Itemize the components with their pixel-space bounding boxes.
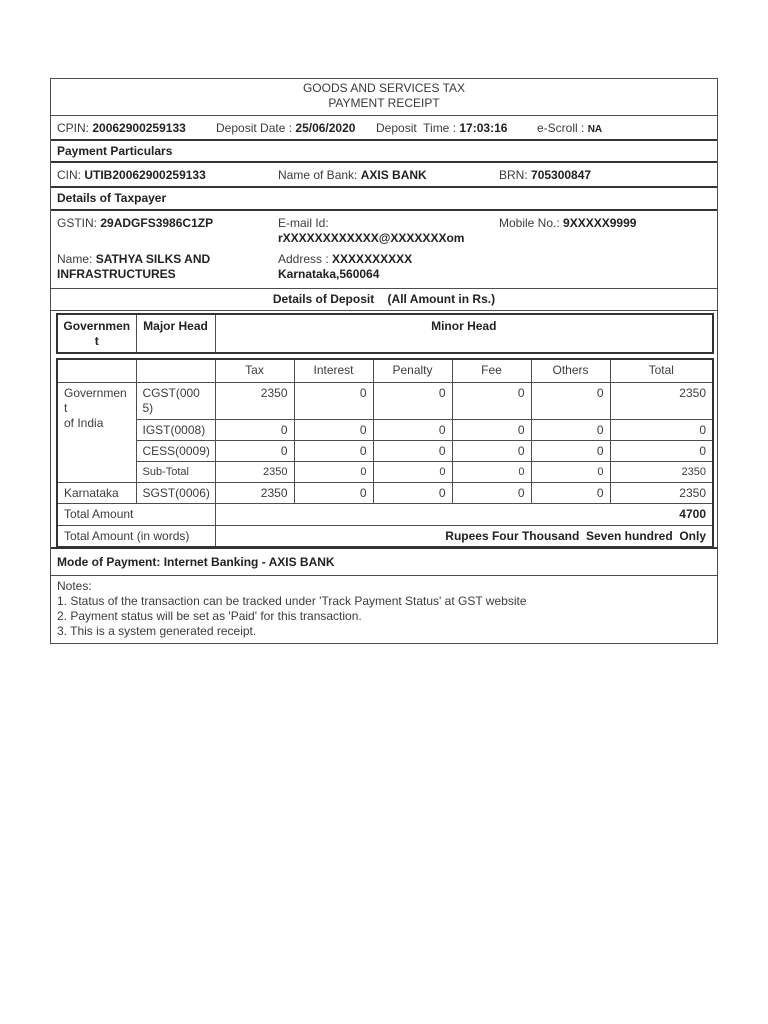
deposit-heading: Details of Deposit (All Amount in Rs.): [272, 292, 496, 306]
amount-cell: 0: [452, 419, 531, 440]
deposit-tables-row: [51, 311, 717, 549]
minor-head-header-row: [57, 359, 713, 382]
mobile-label: Mobile No.:: [499, 216, 560, 230]
payment-particulars-heading: Payment Particulars: [57, 144, 173, 158]
subtotal-amount-cell: 0: [294, 461, 373, 482]
amount-cell: 0: [452, 440, 531, 461]
amount-cell: 0: [215, 419, 294, 440]
bank-name-value: AXIS BANK: [360, 168, 427, 182]
cpin-value: 20062900259133: [92, 121, 186, 135]
notes-heading: Notes:: [57, 579, 92, 593]
e-scroll-field: [537, 116, 602, 142]
government-column-label: Government: [63, 319, 131, 348]
cpin-label: CPIN:: [57, 121, 90, 135]
total-in-words-label: Total Amount (in words): [57, 525, 215, 547]
blank-header-cell: [57, 359, 136, 382]
subtotal-amount-cell: 0: [531, 461, 610, 482]
government-label-line2: of India: [64, 415, 104, 430]
mobile-field: [499, 216, 709, 231]
e-scroll-label: e-Scroll :: [537, 121, 585, 135]
notes-section: [51, 576, 717, 643]
taxpayer-heading-row: [51, 188, 717, 211]
deposit-time-label: Deposit Time :: [376, 121, 457, 135]
subtotal-row: [57, 461, 713, 482]
payment-particulars-heading-row: [51, 141, 717, 163]
penalty-column-header: Penalty: [373, 359, 452, 382]
total-column-header: Total: [610, 359, 713, 382]
amount-cell: 0: [294, 440, 373, 461]
blank-header-cell: [136, 359, 215, 382]
receipt-header: [51, 79, 717, 116]
cin-value: UTIB20062900259133: [84, 168, 206, 182]
amount-cell: 0: [294, 419, 373, 440]
email-field: [278, 216, 488, 246]
table-row: [57, 419, 713, 440]
total-amount-label: Total Amount: [57, 503, 215, 525]
payment-receipt: [50, 78, 718, 644]
taxpayer-name-label: Name:: [57, 252, 93, 266]
email-value: rXXXXXXXXXXXX@XXXXXXXom: [278, 231, 465, 245]
mode-of-payment-value: Internet Banking - AXIS BANK: [163, 555, 335, 569]
deposit-time-value: 17:03:16: [459, 121, 508, 135]
deposit-heading-row: [51, 289, 717, 311]
government-cell: Karnataka: [57, 482, 136, 503]
cpin-row: [51, 116, 717, 141]
interest-column-header: Interest: [294, 359, 373, 382]
note-item: 1. Status of the transaction can be tracked under 'Track Payment Status' at GST website: [57, 594, 527, 608]
payment-particulars-row: [51, 163, 717, 188]
total-in-words-value: Rupees Four Thousand Seven hundred Only: [215, 525, 713, 547]
government-label: Government: [64, 385, 127, 415]
address-label: Address :: [278, 252, 329, 266]
amount-cell: 2350: [215, 382, 294, 419]
mode-of-payment-label: Mode of Payment:: [57, 555, 161, 569]
amount-cell: 2350: [610, 382, 713, 419]
amount-cell: 2350: [610, 482, 713, 503]
brn-value: 705300847: [531, 168, 592, 182]
amount-cell: 2350: [215, 482, 294, 503]
fee-column-header: Fee: [452, 359, 531, 382]
table-row: [57, 440, 713, 461]
major-head-cell: SGST(0006): [136, 482, 215, 503]
deposit-date-value: 25/06/2020: [295, 121, 356, 135]
government-column-header: [57, 314, 136, 353]
cpin-field: [57, 116, 186, 140]
amount-cell: 0: [215, 440, 294, 461]
brn-label: BRN:: [499, 168, 528, 182]
amount-cell: 0: [610, 419, 713, 440]
amount-cell: 0: [531, 482, 610, 503]
note-item: 3. This is a system generated receipt.: [57, 624, 257, 638]
amount-cell: 0: [373, 482, 452, 503]
receipt-title-line2: PAYMENT RECEIPT: [328, 96, 440, 110]
mobile-value: 9XXXXX9999: [563, 216, 637, 230]
gstin-label: GSTIN:: [57, 216, 98, 230]
e-scroll-value: NA: [587, 124, 603, 135]
amount-cell: 0: [294, 382, 373, 419]
receipt-title-line1: GOODS AND SERVICES TAX: [302, 81, 466, 95]
table-row: [57, 482, 713, 503]
deposit-date-label: Deposit Date :: [216, 121, 293, 135]
amount-cell: 0: [373, 440, 452, 461]
email-label: E-mail Id:: [278, 216, 329, 230]
amount-cell: 0: [452, 382, 531, 419]
amount-cell: 0: [373, 382, 452, 419]
taxpayer-heading: Details of Taxpayer: [57, 191, 167, 205]
government-of-india-cell: [57, 382, 136, 482]
amount-cell: 0: [373, 419, 452, 440]
total-in-words-row: [57, 525, 713, 547]
major-head-cell: CESS(0009): [136, 440, 215, 461]
cin-label: CIN:: [57, 168, 81, 182]
subtotal-amount-cell: 0: [373, 461, 452, 482]
subtotal-label: Sub-Total: [136, 461, 215, 482]
subtotal-amount-cell: 2350: [215, 461, 294, 482]
gstin-value: 29ADGFS3986C1ZP: [100, 216, 214, 230]
taxpayer-details-row: [51, 211, 717, 289]
amount-cell: 0: [294, 482, 373, 503]
others-column-header: Others: [531, 359, 610, 382]
taxpayer-name-field: [57, 252, 267, 282]
tax-column-header: Tax: [215, 359, 294, 382]
address-value: XXXXXXXXXX Karnataka,560064: [278, 252, 413, 281]
brn-field: [499, 163, 591, 187]
subtotal-amount-cell: 2350: [610, 461, 713, 482]
amount-cell: 0: [531, 440, 610, 461]
taxpayer-name-value: SATHYA SILKS AND INFRASTRUCTURES: [57, 252, 211, 281]
deposit-time-field: [376, 116, 507, 140]
gstin-field: [57, 216, 267, 231]
minor-head-column-header: Minor Head: [215, 314, 713, 353]
mode-of-payment-row: [51, 549, 717, 576]
subtotal-amount-cell: 0: [452, 461, 531, 482]
deposit-amounts-table: [56, 358, 714, 548]
cin-field: [57, 163, 206, 187]
note-item: 2. Payment status will be set as 'Paid' for this transaction.: [57, 609, 362, 623]
deposit-date-field: [216, 116, 355, 140]
bank-name-label: Name of Bank:: [278, 168, 358, 182]
amount-cell: 0: [531, 382, 610, 419]
major-head-cell: IGST(0008): [136, 419, 215, 440]
major-head-label: CGST(0005): [142, 385, 200, 415]
bank-name-field: [278, 163, 427, 187]
deposit-head-table: [56, 313, 714, 354]
amount-cell: 0: [452, 482, 531, 503]
total-amount-row: [57, 503, 713, 525]
amount-cell: 0: [610, 440, 713, 461]
major-head-column-header: Major Head: [136, 314, 215, 353]
table-row: [57, 382, 713, 419]
amount-cell: 0: [531, 419, 610, 440]
address-field: [278, 252, 488, 282]
major-head-cell: [136, 382, 215, 419]
total-amount-value: 4700: [215, 503, 713, 525]
